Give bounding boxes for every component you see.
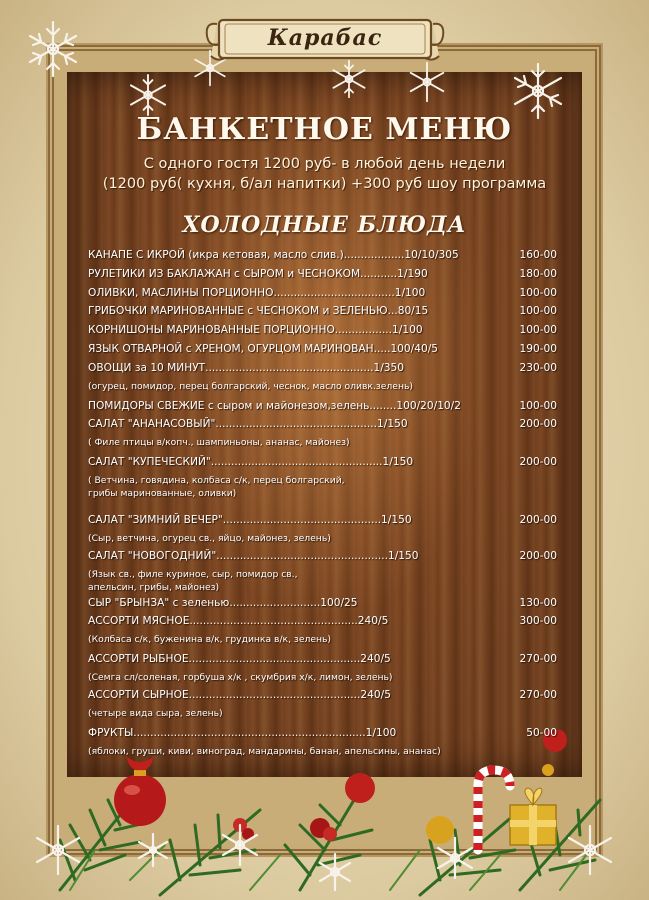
menu-item-name: ОВОЩИ за 10 МИНУТ..................................................1/350: [88, 362, 405, 374]
menu-item-price: 190-00: [519, 343, 557, 355]
menu-item-price: 270-00: [519, 689, 557, 701]
subtitle-line-2: (1200 руб( кухня, б/ал напитки) +300 руб шоу программа: [102, 176, 547, 192]
menu-item-price: 270-00: [519, 653, 557, 665]
menu-item-price: 130-00: [519, 597, 557, 609]
menu-item-price: 230-00: [519, 362, 557, 374]
menu-item-description: грибы маринованные, оливки): [88, 488, 237, 499]
menu-item-description: (Язык св., филе куриное, сыр, помидор св.,: [88, 569, 298, 580]
menu-item-price: 200-00: [519, 550, 557, 562]
menu-item-name: СЫР "БРЫНЗА" с зеленью...........................100/25: [88, 597, 358, 609]
menu-item-name: ГРИБОЧКИ МАРИНОВАННЫЕ с ЧЕСНОКОМ и ЗЕЛЕНЬЮ...80/15: [88, 305, 429, 317]
menu-item-name: АССОРТИ МЯСНОЕ..................................................240/5: [88, 615, 389, 627]
menu-item-price: 200-00: [519, 456, 557, 468]
menu-item-name: ФРУКТЫ.....................................................................1/100: [88, 727, 397, 739]
candy-cane-icon: [478, 770, 510, 850]
menu-item-description: (Колбаса с/к, буженина в/к, грудинка в/к, зелень): [88, 634, 331, 645]
menu-item-name: САЛАТ "НОВОГОДНИЙ"...................................................1/150: [88, 550, 419, 562]
menu-item-description: апельсин, грибы, майонез): [88, 582, 220, 593]
menu-item-price: 100-00: [519, 305, 557, 317]
banner-title: Карабас: [267, 25, 383, 51]
menu-item-name: АССОРТИ СЫРНОЕ...................................................240/5: [88, 689, 391, 701]
menu-item-description: (яблоки, груши, киви, виноград, мандарины, банан, апельсины, ананас): [88, 746, 441, 757]
section-title: ХОЛОДНЫЕ БЛЮДА: [182, 212, 467, 238]
menu-item-price: 200-00: [519, 418, 557, 430]
menu-item-name: КАНАПЕ С ИКРОЙ (икра кетовая, масло слив.)..................10/10/305: [88, 249, 459, 261]
menu-item-description: (Семга сл/соленая, горбуша х/к , скумбрия х/к, лимон, зелень): [88, 672, 393, 683]
menu-item-price: 160-00: [519, 249, 557, 261]
snowflake-icon: [22, 18, 84, 80]
menu-item-description: (огурец, помидор, перец болгарский, чеснок, масло оливк.зелень): [88, 381, 413, 392]
menu-item-name: САЛАТ "КУПЕЧЕСКИЙ"...................................................1/150: [88, 456, 414, 468]
menu-item-name: ПОМИДОРЫ СВЕЖИЕ с сыром и майонезом,зелень........100/20/10/2: [88, 400, 461, 412]
menu-item-price: 100-00: [519, 324, 557, 336]
scroll-banner: [203, 14, 447, 66]
snowflake-icon: [405, 60, 449, 104]
subtitle-line-1: С одного гостя 1200 руб- в любой день недели: [143, 156, 506, 172]
menu-item-name: САЛАТ "ЗИМНИЙ ВЕЧЕР"...............................................1/150: [88, 514, 412, 526]
menu-item-price: 50-00: [526, 727, 557, 739]
menu-item-name: КОРНИШОНЫ МАРИНОВАННЫЕ ПОРЦИОННО.................1/100: [88, 324, 423, 336]
menu-item-description: (Сыр, ветчина, огурец св., яйцо, майонез, зелень): [88, 533, 331, 544]
menu-item-price: 300-00: [519, 615, 557, 627]
menu-item-description: ( Филе птицы в/копч., шампиньоны, ананас, майонез): [88, 437, 350, 448]
menu-item-name: САЛАТ "АНАНАСОВЫЙ"................................................1/150: [88, 418, 408, 430]
menu-item-price: 100-00: [519, 400, 557, 412]
menu-item-description: ( Ветчина, говядина, колбаса с/к, перец болгарский,: [88, 475, 345, 486]
menu-title: БАНКЕТНОЕ МЕНЮ: [136, 112, 513, 147]
menu-item-name: РУЛЕТИКИ ИЗ БАКЛАЖАН с СЫРОМ и ЧЕСНОКОМ...........1/190: [88, 268, 428, 280]
menu-item-price: 200-00: [519, 514, 557, 526]
menu-item-name: ЯЗЫК ОТВАРНОЙ с ХРЕНОМ, ОГУРЦОМ МАРИНОВАН.....100/40/5: [88, 343, 439, 355]
menu-item-price: 180-00: [519, 268, 557, 280]
gift-box-icon: [510, 788, 556, 845]
menu-item-description: (четыре вида сыра, зелень): [88, 708, 223, 719]
menu-item-price: 100-00: [519, 287, 557, 299]
menu-item-name: ОЛИВКИ, МАСЛИНЫ ПОРЦИОННО....................................1/100: [88, 287, 426, 299]
menu-item-name: АССОРТИ РЫБНОЕ...................................................240/5: [88, 653, 391, 665]
